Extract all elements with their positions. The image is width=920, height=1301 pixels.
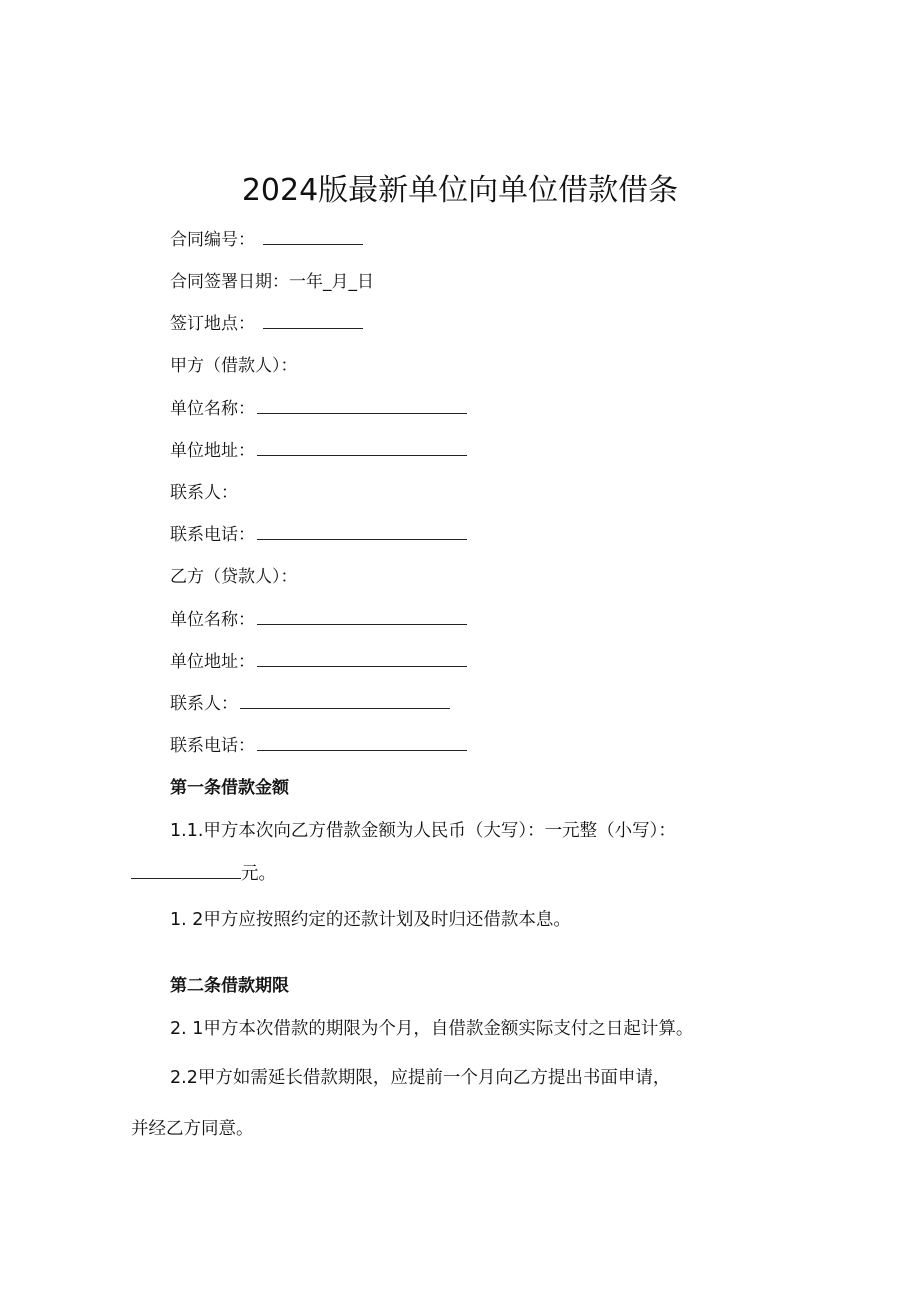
party-b-heading: 乙方（贷款人）： <box>170 567 298 587</box>
party-a-name-label: 单位名称： <box>170 399 255 419</box>
sign-date-field <box>170 270 374 294</box>
party-b-phone-blank <box>257 736 467 751</box>
article-2-clause-1: 2. 1甲方本次借款的期限为个月，自借款金额实际支付之日起计算。 <box>170 1019 694 1039</box>
party-a-name-field <box>170 397 467 421</box>
sign-place-label: 签订地点： <box>170 314 255 334</box>
article-1-clause-2: 1. 2甲方应按照约定的还款计划及时归还借款本息。 <box>170 910 571 930</box>
amount-lowercase-blank <box>131 864 241 879</box>
party-b-address-field <box>170 650 467 674</box>
sign-date-label: 合同签署日期： <box>170 272 289 292</box>
article-2-clause-2-line-1: 2.2甲方如需延长借款期限，应提前一个月向乙方提出书面申请， <box>170 1068 671 1088</box>
party-a-name-blank <box>257 399 467 414</box>
party-a-heading: 甲方（借款人）： <box>170 356 298 376</box>
sign-date-value: 一年_月_日 <box>289 272 374 292</box>
article-2-heading: 第二条借款期限 <box>170 976 289 996</box>
sign-place-blank <box>263 314 363 329</box>
party-b-phone-field <box>170 734 467 758</box>
party-a-address-blank <box>257 441 467 456</box>
party-b-phone-label: 联系电话： <box>170 736 255 756</box>
party-b-contact-field <box>170 692 450 716</box>
party-a-contact-field <box>170 481 238 505</box>
party-a-phone-field <box>170 523 467 547</box>
party-b-address-label: 单位地址： <box>170 652 255 672</box>
party-a-address-field <box>170 439 467 463</box>
contract-number-field <box>170 228 363 252</box>
article-2-clause-2-line-2: 并经乙方同意。 <box>131 1119 254 1139</box>
article-1-clause-1-line-2 <box>131 862 276 886</box>
party-a-phone-blank <box>257 525 467 540</box>
contract-number-label: 合同编号： <box>170 230 255 250</box>
party-b-name-label: 单位名称： <box>170 610 255 630</box>
document-title: 2024版最新单位向单位借款借条 <box>241 173 679 208</box>
party-a-contact-label: 联系人： <box>170 483 238 503</box>
sign-place-field <box>170 312 363 336</box>
party-a-phone-label: 联系电话： <box>170 525 255 545</box>
article-1-clause-1-line-1: 1.1.甲方本次向乙方借款金额为人民币（大写）：一元整（小写）： <box>170 821 676 841</box>
party-b-name-field <box>170 608 467 632</box>
contract-number-blank <box>263 230 363 245</box>
party-b-contact-blank <box>240 694 450 709</box>
article-1-heading: 第一条借款金额 <box>170 778 289 798</box>
amount-unit: 元。 <box>241 864 276 884</box>
party-b-address-blank <box>257 652 467 667</box>
party-a-address-label: 单位地址： <box>170 441 255 461</box>
party-b-name-blank <box>257 610 467 625</box>
party-b-contact-label: 联系人： <box>170 694 238 714</box>
